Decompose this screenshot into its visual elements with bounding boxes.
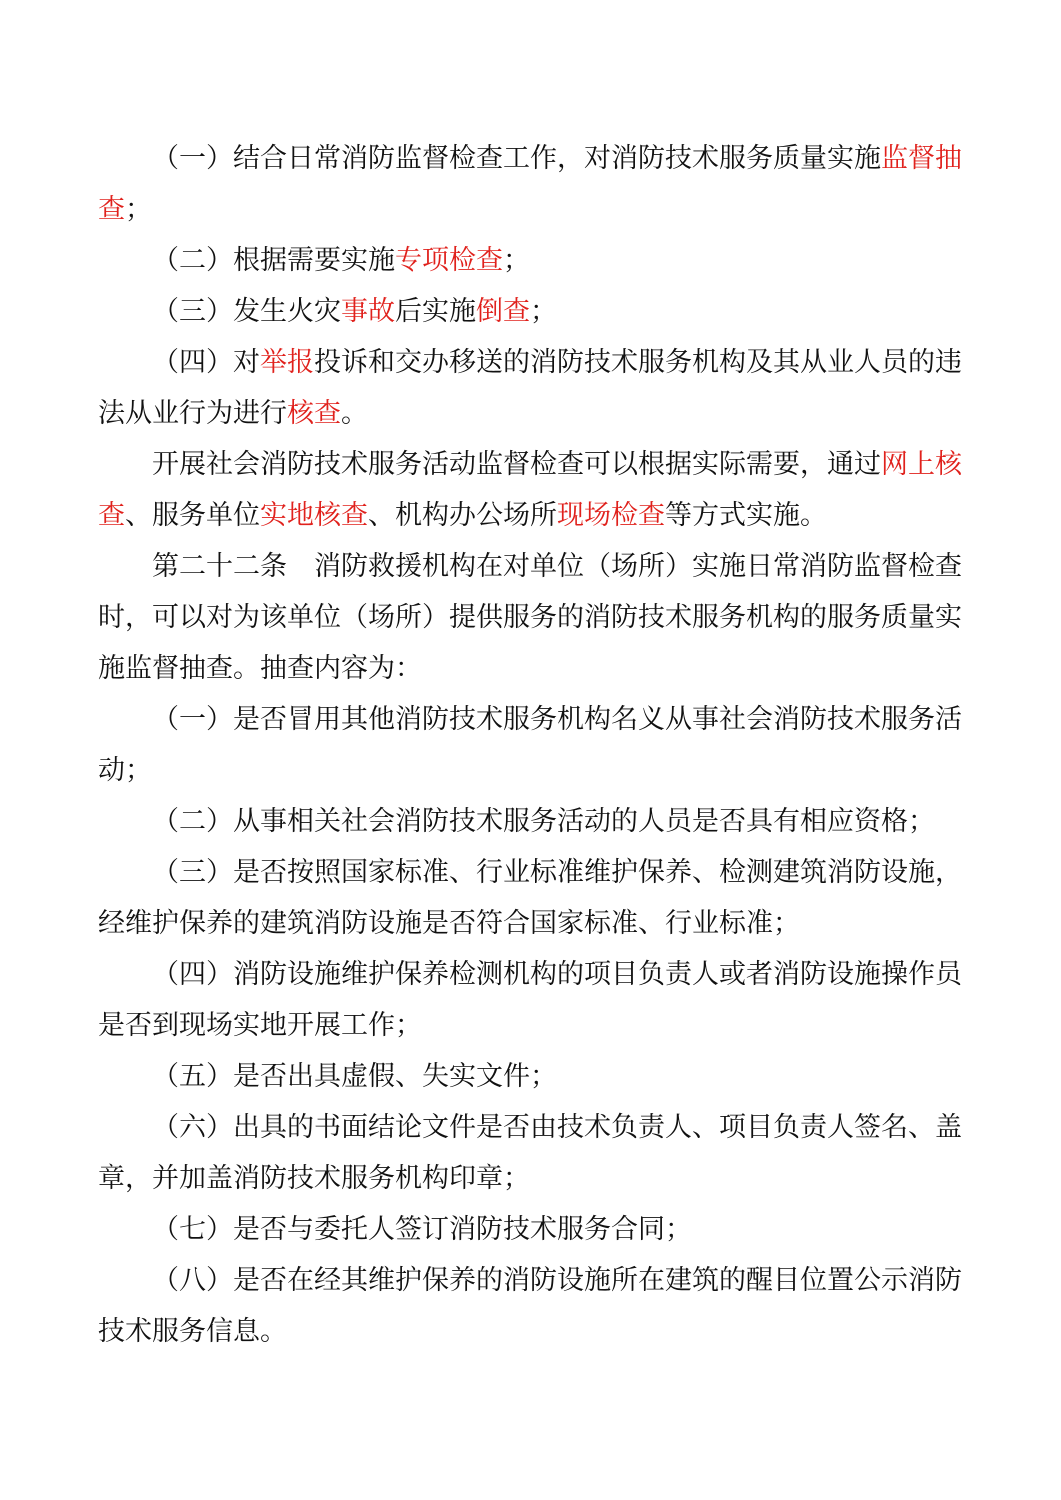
paragraph-text: （二）从事相关社会消防技术服务活动的人员是否具有相应资格；: [152, 806, 935, 837]
paragraph-text: ；: [530, 296, 557, 327]
paragraph: [98, 847, 962, 949]
highlighted-text: 倒查: [476, 296, 530, 327]
paragraph-text: ；: [503, 245, 530, 276]
highlighted-text: 核查: [287, 398, 341, 429]
paragraph-text: 后实施: [395, 296, 476, 327]
paragraph: [98, 1102, 962, 1204]
paragraph: [98, 439, 962, 541]
paragraph-text: （五）是否出具虚假、失实文件；: [152, 1061, 557, 1092]
paragraph-text: （一）结合日常消防监督检查工作，对消防技术服务质量实施: [152, 143, 881, 174]
paragraph-text: ；: [125, 194, 152, 225]
paragraph-text: 投诉和交办移送的消防技术服务机构及其从业人员的违法从业行为进行: [98, 347, 962, 429]
paragraph: [98, 286, 962, 337]
paragraph-text: （一）是否冒用其他消防技术服务机构名义从事社会消防技术服务活动；: [98, 704, 962, 786]
highlighted-text: 网上核查: [98, 449, 962, 531]
paragraph: [98, 1255, 962, 1357]
highlighted-text: 监督抽查: [98, 143, 962, 225]
paragraph-text: 开展社会消防技术服务活动监督检查可以根据实际需要，通过: [152, 449, 881, 480]
paragraph: [98, 694, 962, 796]
paragraph-text: （三）是否按照国家标准、行业标准维护保养、检测建筑消防设施，经维护保养的建筑消防设施是否符合国家标准、行业标准；: [98, 857, 962, 939]
paragraph: [98, 796, 962, 847]
paragraph-text: （四）消防设施维护保养检测机构的项目负责人或者消防设施操作员是否到现场实地开展工作；: [98, 959, 962, 1041]
paragraph-text: 、服务单位: [125, 500, 260, 531]
paragraph-text: （八）是否在经其维护保养的消防设施所在建筑的醒目位置公示消防技术服务信息。: [98, 1265, 962, 1347]
highlighted-text: 实地核查: [260, 500, 368, 531]
highlighted-text: 专项检查: [395, 245, 503, 276]
highlighted-text: 事故: [341, 296, 395, 327]
highlighted-text: 举报: [260, 347, 314, 378]
paragraph: [98, 133, 962, 235]
paragraph-text: （六）出具的书面结论文件是否由技术负责人、项目负责人签名、盖章，并加盖消防技术服务机构印章；: [98, 1112, 962, 1194]
paragraph-text: 等方式实施。: [665, 500, 827, 531]
paragraph-text: （七）是否与委托人签订消防技术服务合同；: [152, 1214, 692, 1245]
paragraph-text: 第二十二条 消防救援机构在对单位（场所）实施日常消防监督检查时，可以对为该单位（场所）提供服务的消防技术服务机构的服务质量实施监督抽查。抽查内容为：: [98, 551, 962, 684]
paragraph-text: 、机构办公场所: [368, 500, 557, 531]
highlighted-text: 现场检查: [557, 500, 665, 531]
paragraph: [98, 541, 962, 694]
paragraph-text: （四）对: [152, 347, 260, 378]
paragraph: [98, 1051, 962, 1102]
document-body: [98, 133, 962, 1357]
paragraph: [98, 337, 962, 439]
paragraph-text: （二）根据需要实施: [152, 245, 395, 276]
paragraph-text: （三）发生火灾: [152, 296, 341, 327]
paragraph: [98, 235, 962, 286]
paragraph-text: 。: [341, 398, 368, 429]
paragraph: [98, 1204, 962, 1255]
paragraph: [98, 949, 962, 1051]
